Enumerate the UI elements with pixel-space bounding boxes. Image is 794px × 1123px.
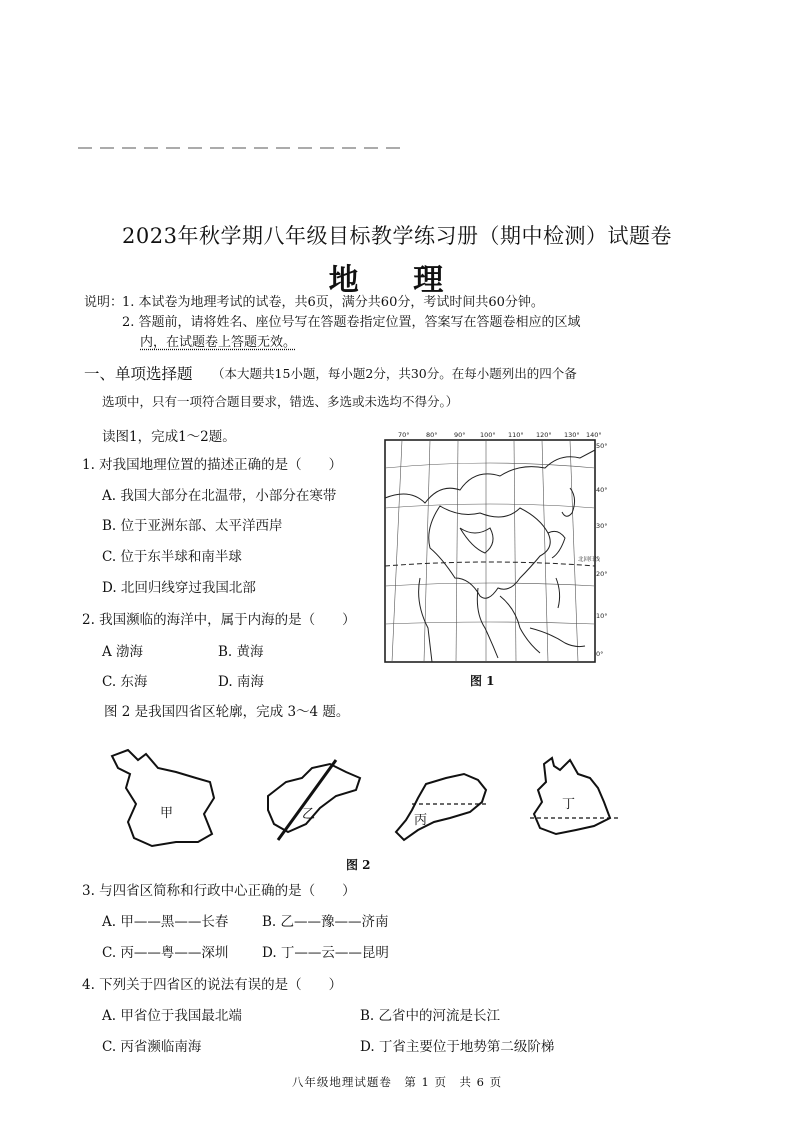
q1-option-d: D. 北回归线穿过我国北部 [102,580,256,596]
map-right-degree-labels [596,442,608,658]
province-bing-outline [396,774,486,840]
q3-option-b: B. 乙——豫——济南 [262,914,389,930]
province-bing-label: 丙 [414,813,428,828]
q2-stem: 2. 我国濒临的海洋中，属于内海的是（ ） [82,612,356,628]
section-instructions-1: （本大题共15小题，每小题2分，共30分。在每小题列出的四个备 [212,366,577,381]
q3-option-a: A. 甲——黑——长春 [102,914,229,930]
q4-stem: 4. 下列关于四省区的说法有误的是（ ） [82,977,343,993]
subject-title: 地 理 [328,263,466,298]
q4-option-b: B. 乙省中的河流是长江 [360,1008,501,1024]
notes-line-3-text: 内，在试题卷上答题无效。 [140,335,297,350]
q4-option-a: A. 甲省位于我国最北端 [102,1008,242,1024]
q1-stem: 1. 对我国地理位置的描述正确的是（ ） [82,457,343,473]
map-top-degree-labels [398,431,602,439]
q1-option-c: C. 位于东半球和南半球 [102,549,242,565]
map-label-0: 0° [596,650,604,658]
notes-prefix: 说明： [84,295,124,310]
q4-option-d: D. 丁省主要位于地势第二级阶梯 [360,1039,555,1055]
map-label-50n: 50° [596,442,608,450]
map-label-140: 140° [586,431,602,439]
notes-line-2: 2. 答题前，请将姓名、座位号写在答题卷指定位置，答案写在答题卷相应的区域 [122,315,581,330]
q2-option-a: A 渤海 [102,644,144,660]
province-jia-label: 甲 [160,806,174,821]
map-label-40n: 40° [596,486,608,494]
province-jia-outline [112,750,214,846]
read-fig2-instruction: 图 2 是我国四省区轮廓，完成 3～4 题。 [104,704,350,720]
q3-stem: 3. 与四省区简称和行政中心正确的是（ ） [82,883,356,899]
notes-line-1: 1. 本试卷为地理考试的试卷，共6页，满分共60分，考试时间共60分钟。 [122,295,544,310]
scan-artifact-line [78,147,408,149]
q1-option-a: A. 我国大部分在北温带，小部分在寒带 [102,488,337,504]
section-instructions-2: 选项中，只有一项符合题目要求，错选、多选或未选均不得分。） [102,394,459,409]
map-label-30n: 30° [596,522,608,530]
map-label-20n: 20° [596,570,608,578]
q3-option-c: C. 丙——粤——深圳 [102,945,229,961]
figure-1-map [380,428,610,668]
map-label-10n: 10° [596,612,608,620]
map-label-130: 130° [564,431,580,439]
map-label-110: 110° [508,431,524,439]
province-yi-label: 乙 [302,807,316,822]
map-tropic-label: 北回归线 [578,557,601,563]
map-label-100: 100° [480,431,496,439]
q3-option-d: D. 丁——云——昆明 [262,945,389,961]
map-label-80: 80° [426,431,438,439]
section-heading: 一、单项选择题 [84,365,193,383]
map-frame [385,440,595,662]
exam-title: 2023年秋学期八年级目标教学练习册（期中检测）试题卷 [122,224,672,248]
figure-2-caption: 图 2 [346,858,371,872]
read-fig1-instruction: 读图1，完成1～2题。 [102,429,236,445]
map-label-70: 70° [398,431,410,439]
province-ding-label: 丁 [562,797,576,812]
q1-option-b: B. 位于亚洲东部、太平洋西岸 [102,518,283,534]
figure-2-provinces [100,738,620,850]
notes-line-3 [140,333,296,353]
figure-1-caption: 图 1 [470,674,495,688]
q4-option-c: C. 丙省濒临南海 [102,1039,202,1055]
province-ding-outline [534,758,610,834]
page-footer: 八年级地理试题卷 第 1 页 共 6 页 [291,1075,503,1089]
q2-option-d: D. 南海 [218,674,264,690]
q2-option-b: B. 黄海 [218,644,264,660]
q2-option-c: C. 东海 [102,674,148,690]
map-label-90: 90° [454,431,466,439]
map-label-120: 120° [536,431,552,439]
